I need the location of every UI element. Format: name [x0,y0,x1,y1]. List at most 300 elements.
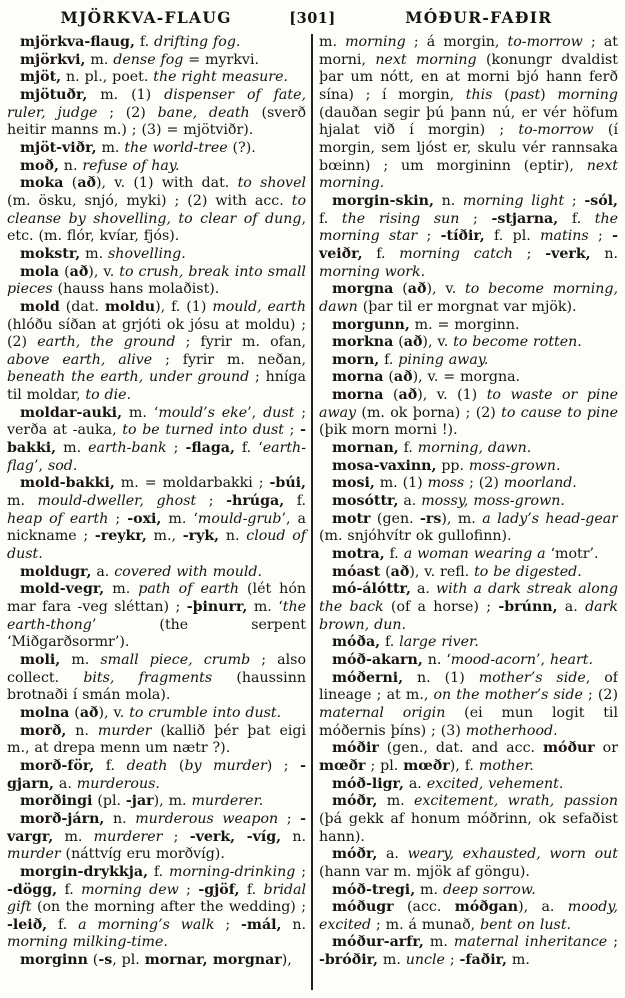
headword-text: -veiðr, [319,228,618,262]
headword-text: mosa-vaxinn, [332,457,437,474]
translation-text: moorland. [503,475,577,492]
headword-text: -dögg, [7,881,58,898]
plain-text: n. pl., poet. [61,69,154,86]
headword-text: motr [332,510,371,527]
plain-text: a. [403,775,427,792]
plain-text: ‘motr’. [545,546,599,563]
translation-text: maternal origin [319,704,446,721]
headword-text: -oxi, [127,510,162,527]
plain-text: ( [383,387,399,404]
translation-text: earth, the ground [37,334,176,351]
guide-word-left: MJÖRKVA-FLAUG [60,8,232,27]
dictionary-entry [319,564,618,582]
dictionary-entry [319,846,618,881]
right-column [313,34,618,990]
dictionary-entry [319,387,618,440]
translation-text: excited, vehement. [426,775,564,792]
plain-text: ), v. (1) [417,387,487,404]
translation-text: deep sorrow. [442,881,536,898]
dictionary-entry [7,52,306,70]
dictionary-entry [319,475,618,493]
dictionary-entry [7,758,306,793]
plain-text: ; verða at -auka, [7,404,306,439]
headword-text: moð, [20,157,59,174]
plain-text: f. [47,916,79,933]
translation-text: the right measure. [153,69,288,86]
plain-text: (kallið þér þat eigi m., at drepa menn um nætr ?). [7,722,306,757]
plain-text: a. [398,493,422,510]
dictionary-entry [319,652,618,670]
headword-text: mó-álóttr, [332,581,411,598]
headword-text: -verk, -víg, [189,828,282,845]
translation-text: to die. [85,387,132,404]
headword-text: að [393,369,413,386]
dictionary-entry [7,811,306,864]
translation-text: mother’s side [478,669,586,686]
translation-text: weary, exhausted, worn out [407,846,618,863]
translation-text: with a dark streak along the back [319,581,618,615]
plain-text: ; [459,210,492,227]
dictionary-entry [319,281,618,316]
plain-text: m. [53,828,94,845]
plain-text: m. [85,51,114,68]
headword-text: -búi, [269,475,306,492]
plain-text: m. [7,493,38,510]
translation-text: drifting fog. [154,34,241,50]
translation-text: motherhood. [465,722,558,739]
plain-text: (haussinn brotnaði í smán mola). [7,669,306,704]
headword-text: -tíðir, [440,228,485,245]
plain-text: n. [433,192,463,209]
headword-text: moldar-auki, [20,404,123,421]
page-header [7,6,618,34]
translation-text: mould’s eke [158,404,248,421]
plain-text: m. [415,881,443,898]
plain-text: (gen. [370,510,421,527]
plain-text: ), v. refl. [409,563,475,580]
dictionary-entry [319,634,618,652]
headword-text: mœðr [403,757,450,774]
plain-text: ), v. = morgna. [412,369,521,386]
plain-text: f. [134,34,154,50]
plain-text: ), f. (1) [155,298,213,315]
translation-text: death [126,757,168,774]
plain-text: (þik morn morni !). [319,422,458,439]
translation-text: heart. [549,651,593,668]
plain-text: ; [284,422,301,439]
plain-text: ; [295,863,306,880]
translation-text: morning-drinking [169,863,296,880]
plain-text: (?). [227,139,256,156]
translation-text: moody, excited [319,899,618,933]
headword-text: móðr, [332,793,378,810]
translation-text: to become rotten. [453,334,582,351]
translation-text: morning catch [399,245,513,262]
headword-text: -rs [420,510,442,527]
dictionary-entry [319,34,618,193]
plain-text: m. ‘ [161,510,198,527]
plain-text: ( [59,263,70,280]
headword-text: -bróðir, [319,952,378,969]
dictionary-entry [319,793,618,846]
translation-text: to-morrow [507,34,583,50]
translation-text: dark brown, dun. [319,599,618,633]
plain-text: ; [607,934,618,951]
headword-text: mornan, [332,440,399,457]
dictionary-entry [319,458,618,476]
headword-text: motra, [332,546,385,563]
plain-text: ; fyrir m. neðan, [152,351,306,368]
translation-text: beneath the earth, under ground [7,369,250,386]
plain-text: ), a. [518,899,568,916]
dictionary-entry [7,864,306,952]
plain-text: ; [162,828,190,845]
plain-text: m. = morginn. [409,316,520,333]
headword-text: morginn [20,952,88,969]
translation-text: to waste or pine away [319,387,618,421]
translation-text: pining away. [398,351,489,368]
plain-text: m. [319,34,346,50]
headword-text: mjörkvi, [20,51,86,68]
plain-text: n. (1) [403,669,479,686]
plain-text: ; hníga til moldar, [7,369,306,404]
headword-text: -flaga, [185,440,235,457]
headword-text: mjöt, [20,69,62,86]
plain-text: m. [506,952,530,969]
headword-text: mosóttr, [332,493,399,510]
headword-text: móðir [332,740,379,757]
text-columns [7,34,618,990]
translation-text: bits, fragments [83,669,213,686]
plain-text: ; [564,192,585,209]
translation-text: refuse of hay. [82,157,180,174]
translation-text: next morning [375,51,477,68]
dictionary-entry [7,793,306,811]
plain-text: (m. ok þorna) ; (2) [356,404,502,421]
plain-text: m. [423,934,454,951]
translation-text: earth-bank [88,440,167,457]
translation-text: mossy, moss-grown. [421,493,565,510]
plain-text: (dat. [59,298,105,315]
translation-text: mood-acorn [450,651,537,668]
translation-text: by murder [184,757,267,774]
plain-text: (lét hón mar fara -veg sléttan) ; [7,581,306,615]
plain-text: ), v. [422,334,454,351]
plain-text: ( [383,369,394,386]
plain-text: ; [108,510,128,527]
plain-text: ), m. [153,793,192,810]
plain-text: ’, [247,404,264,421]
plain-text: a. [557,599,586,615]
plain-text: ( [393,281,408,298]
translation-text: to crumble into dust. [129,704,282,721]
plain-text: (hann var m. mjök af göngu). [319,863,530,880]
plain-text: m. = moldarbakki ; [114,475,270,492]
plain-text: ; [178,881,199,898]
translation-text: murderer [93,828,163,845]
dictionary-entry [319,740,618,775]
headword-text: mold [20,298,60,315]
plain-text: n. [58,157,83,174]
headword-text: móða, [332,634,381,651]
plain-text: m., [146,528,183,545]
dictionary-entry [7,405,306,476]
headword-text: mjörkva-flaug, [20,34,135,50]
plain-text: (hauss hans molaðist). [52,281,220,298]
headword-text: morn, [332,351,380,368]
dictionary-entry [319,882,618,900]
translation-text: morning work. [319,263,426,280]
headword-text: morð-för, [20,757,95,774]
plain-text: f. pl. [484,228,541,245]
translation-text: a lady’s head-gear [482,510,618,527]
plain-text: n. [104,810,136,827]
headword-text: -þinurr, [186,599,248,615]
plain-text: f. ‘ [234,440,263,457]
headword-text: móast [332,563,381,580]
headword-text: molna [20,704,70,721]
translation-text: dust [263,404,295,421]
plain-text: ; [196,493,227,510]
translation-text: murder [7,846,61,863]
plain-text: a. [377,846,408,863]
translation-text: matins [540,228,589,245]
plain-text: ’ (the serpent ‘Miðgarðsormr’). [7,616,306,651]
plain-text: a. [410,581,436,598]
translation-text: maternal inheritance [453,934,608,951]
plain-text: (m. ösku, snjó, myki) ; (2) with acc. [7,192,292,209]
plain-text: (í morgin, sem ljóst er, skulu vér rannsaka bœinn) ; um morgininn (eptir), [319,122,618,174]
dictionary-entry [319,440,618,458]
plain-text: (of a horse) ; [383,599,499,615]
translation-text: past [509,86,541,103]
headword-text: moka [20,175,64,192]
plain-text: ; pl. [365,757,404,774]
plain-text: ’, [536,651,550,668]
plain-text: or [594,740,618,757]
headword-text: -gjöf, [198,881,240,898]
translation-text: dense fog [113,51,184,68]
plain-text: m. [96,139,125,156]
plain-text: ) [540,86,558,103]
translation-text: bridal gift [7,881,306,916]
translation-text: sod. [47,457,78,474]
plain-text: f. [319,210,342,227]
headword-text: moldu [104,298,156,315]
translation-text: the earth-thong [7,599,306,633]
plain-text: f. [94,757,127,774]
translation-text: moss [427,475,465,492]
headword-text: -faðir, [459,952,507,969]
translation-text: murder [97,722,152,739]
plain-text: = myrkvi. [183,51,259,68]
headword-text: að [79,704,99,721]
plain-text: f. [380,634,400,651]
headword-text: morðingi [20,793,93,810]
plain-text: , pl. [112,952,145,969]
translation-text: mould-dweller, ghost [37,493,197,510]
headword-text: móðgan [454,899,519,916]
plain-text: ; at morni, [319,34,618,68]
headword-text: mokstr, [20,245,81,262]
dictionary-entry [7,87,306,140]
headword-text: -s [98,952,113,969]
dictionary-entry [319,193,618,281]
headword-text: -hrúga, [226,493,285,510]
translation-text: to be turned into dust [122,422,285,439]
dictionary-entry [7,564,306,582]
headword-text: moldugr, [20,563,92,580]
translation-text: murderous weapon [135,810,279,827]
dictionary-entry [7,34,306,52]
plain-text: ; fyrir m. ofan, [175,334,306,351]
dictionary-entry [7,158,306,176]
translation-text: this [465,86,493,103]
translation-text: shovelling. [108,245,186,262]
plain-text: pp. [436,457,469,474]
dictionary-entry [319,493,618,511]
headword-text: móðerni, [332,669,404,686]
headword-text: morð, [20,722,67,739]
plain-text: (þá gekk af honum móðrinn, ok sefaðist hann). [319,810,618,845]
translation-text: to-morrow [518,122,594,139]
translation-text: mother. [478,757,534,774]
plain-text: ; á morgin, [405,34,508,50]
plain-text: ( [167,757,185,774]
headword-text: móðr, [332,846,378,863]
dictionary-entry [319,352,618,370]
plain-text: f. [148,863,169,880]
headword-text: -reykr, [94,528,147,545]
plain-text: a. [91,563,115,580]
plain-text: (on the morning after the wedding) ; [31,899,306,916]
translation-text: next morning. [319,157,618,192]
translation-text: a woman wearing a [403,546,546,563]
plain-text: ; m. á munað, [371,916,481,933]
plain-text: (dauðan segir þú þann nú, er vér höfum hjalat við í morgin) ; [319,104,618,139]
headword-text: mornar, morgnar [144,952,282,969]
translation-text: dispenser of fate, ruler, judge [7,86,307,121]
plain-text: , etc. (m. flór, kvíar, fjós). [7,210,306,245]
translation-text: murderous. [76,775,160,792]
plain-text: n. ‘ [422,651,451,668]
headword-text: -jar [125,793,154,810]
dictionary-entry [7,175,306,246]
plain-text: ; [444,952,460,969]
plain-text: ), [281,952,292,969]
translation-text: to be digested. [474,563,582,580]
left-column [7,34,311,990]
headword-text: -mál, [241,916,282,933]
translation-text: on the mother’s side [433,687,583,704]
plain-text: f. [362,245,400,262]
headword-text: móður-arfr, [332,934,424,951]
dictionary-entry [7,652,306,705]
plain-text: ; also collect. [7,651,306,686]
headword-text: móður [543,740,595,757]
headword-text: moli, [20,651,61,668]
headword-text: að [398,387,418,404]
plain-text: m. [104,581,139,598]
translation-text: cloud of dust. [7,528,307,563]
plain-text: m. (1) [87,86,165,103]
plain-text: n. [281,828,306,845]
headword-text: -vargr, [7,810,307,845]
plain-text: (gen., dat. and acc. [378,740,543,757]
dictionary-entry [319,670,618,741]
translation-text: above earth, alive [7,351,153,368]
headword-text: móð-tregi, [332,881,416,898]
plain-text: (hlóðu síðan at grjóti ok jósu at moldu) ; (2) [7,316,306,351]
plain-text: f. [558,210,595,227]
translation-text: mould-grub [197,510,282,527]
plain-text: ( [380,563,391,580]
dictionary-entry [319,581,618,634]
headword-text: morgin-drykkja, [20,863,149,880]
plain-text: (acc. [393,899,455,916]
plain-text: m. [377,952,406,969]
translation-text: heap of earth [7,510,109,527]
plain-text: m. [56,440,89,457]
plain-text: (m. snjóhvítr ok gullofinn). [319,528,512,545]
headword-text: -bakki, [7,422,307,457]
dictionary-entry [7,264,306,299]
translation-text: uncle [405,952,445,969]
plain-text: (sverð heitir manns m.) ; (3) = mjötviðr). [7,104,307,139]
translation-text: a morning’s walk [78,916,215,933]
translation-text: the rising sun [341,210,460,227]
translation-text: bane, death [157,104,250,121]
plain-text: ; [588,228,613,245]
plain-text: (þar til er morgnat var mjök). [357,298,577,315]
dictionary-entry [319,369,618,387]
translation-text: earth-flag [7,440,306,474]
headword-text: að [390,563,410,580]
plain-text: ; (2) [464,475,504,492]
plain-text: ; [417,228,441,245]
dictionary-entry [319,899,618,934]
plain-text: f. [379,351,399,368]
headword-text: móð-ligr, [332,775,404,792]
headword-text: morgin-skin, [332,192,434,209]
translation-text: bent on lust. [480,916,572,933]
plain-text: ( [87,952,99,969]
plain-text: ( [63,175,78,192]
headword-text: mold-bakki, [20,475,115,492]
plain-text: ), v. [88,263,120,280]
plain-text: (ei mun logit til móðernis þíns) ; (3) [319,704,618,739]
headword-text: morð-járn, [20,810,105,827]
dictionary-entry [7,69,306,87]
plain-text: f. [284,493,306,510]
plain-text: f. [384,546,404,563]
translation-text: to shovel [237,175,306,192]
plain-text: ( [69,704,80,721]
dictionary-entry [7,140,306,158]
translation-text: morning milking-time. [7,934,168,951]
headword-text: að [69,263,89,280]
dictionary-entry [7,475,306,563]
plain-text: ), v. [98,704,130,721]
plain-text: n. [66,722,98,739]
headword-text: -verk, [545,245,591,262]
translation-text: to cause to pine [501,404,618,421]
plain-text: (pl. [92,793,126,810]
headword-text: -ryk, [182,528,220,545]
plain-text: m. (1) [374,475,428,492]
plain-text: m. ‘ [122,404,159,421]
dictionary-entry [319,546,618,564]
